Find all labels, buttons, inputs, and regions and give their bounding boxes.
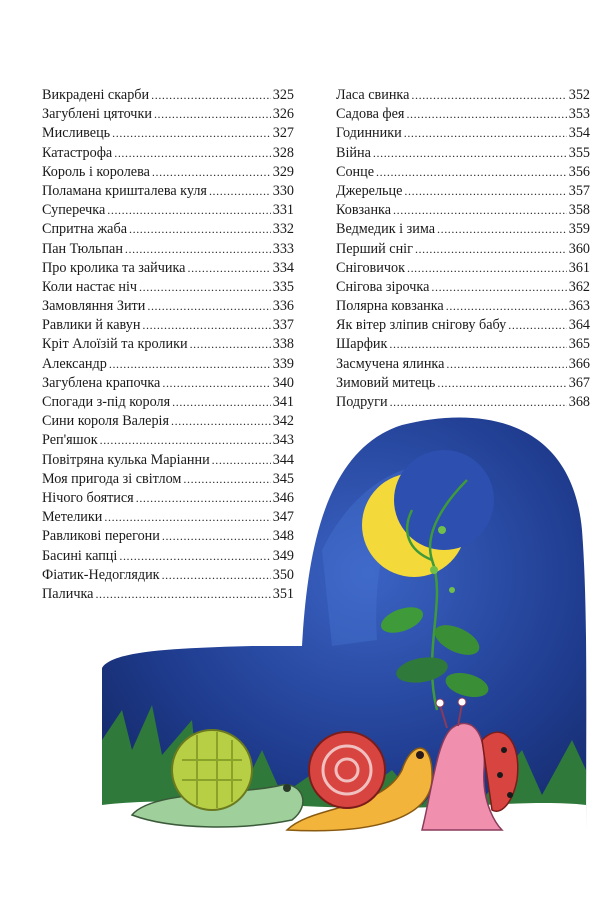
toc-dot-leader — [437, 220, 567, 239]
toc-entry-title: Мисливець — [42, 125, 111, 142]
toc-entry-title: Як вітер зліпив снігову бабу — [336, 317, 507, 334]
toc-entry-page: 346 — [272, 489, 294, 506]
toc-dot-leader — [389, 335, 566, 354]
toc-entry — [336, 105, 590, 124]
toc-entry-page: 349 — [272, 547, 294, 564]
toc-entry-title: Годинники — [336, 125, 402, 142]
toc-entry-page: 326 — [272, 106, 294, 123]
toc-dot-leader — [404, 182, 566, 201]
toc-dot-leader — [139, 278, 271, 297]
toc-entry-page: 335 — [272, 278, 294, 295]
toc-entry-title: Александр — [42, 355, 107, 372]
toc-entry — [42, 201, 294, 220]
toc-entry-title: Викрадені скарби — [42, 87, 150, 103]
toc-entry-title: Катастрофа — [42, 144, 113, 161]
toc-entry — [336, 316, 590, 335]
toc-entry-title: Подруги — [336, 394, 388, 410]
toc-dot-leader — [154, 105, 271, 124]
toc-entry-title: Про кролика та зайчика — [42, 259, 186, 276]
toc-entry-page: 364 — [568, 317, 590, 334]
toc-dot-leader — [162, 374, 270, 393]
toc-entry — [42, 259, 294, 278]
toc-entry-page: 345 — [272, 470, 294, 487]
night-snails-illustration — [102, 410, 588, 862]
toc-entry-page: 348 — [272, 528, 294, 545]
toc-entry-title: Паличка — [42, 585, 94, 602]
toc-entry-page: 337 — [272, 317, 294, 334]
toc-entry-title: Коли настає ніч — [42, 278, 138, 295]
toc-entry — [42, 124, 294, 143]
toc-entry-page: 325 — [272, 87, 294, 103]
toc-entry — [336, 259, 590, 278]
toc-entry — [42, 374, 294, 393]
toc-entry-page: 355 — [568, 144, 590, 161]
toc-entry-title: Садова фея — [336, 106, 405, 123]
toc-entry — [336, 86, 590, 105]
toc-right-column — [336, 86, 590, 412]
toc-entry-title: Ведмедик і зима — [336, 221, 435, 238]
toc-dot-leader — [376, 163, 567, 182]
toc-entry-title: Реп'яшок — [42, 432, 98, 449]
toc-dot-leader — [209, 182, 271, 201]
toc-entry — [336, 240, 590, 259]
toc-dot-leader — [112, 124, 271, 143]
toc-entry-title: Сонце — [336, 163, 375, 180]
toc-dot-leader — [109, 355, 271, 374]
toc-entry-page: 340 — [272, 374, 294, 391]
toc-entry-title: Повітряна кулька Маріанни — [42, 451, 210, 468]
toc-dot-leader — [373, 144, 567, 163]
toc-entry-page: 356 — [568, 163, 590, 180]
toc-dot-leader — [411, 86, 566, 105]
toc-dot-leader — [404, 124, 567, 143]
toc-entry-title: Равлики й кавун — [42, 317, 141, 334]
toc-entry-title: Замовляння Зити — [42, 298, 146, 315]
toc-entry — [42, 297, 294, 316]
toc-entry — [336, 201, 590, 220]
toc-entry — [336, 220, 590, 239]
toc-entry-page: 367 — [568, 374, 590, 391]
toc-dot-leader — [151, 86, 271, 105]
toc-dot-leader — [406, 105, 566, 124]
toc-entry-title: Ласа свинка — [336, 87, 410, 103]
toc-entry — [336, 163, 590, 182]
toc-entry-title: Спогади з-під короля — [42, 394, 171, 410]
toc-entry-title: Загублені цяточки — [42, 106, 152, 123]
toc-entry-page: 332 — [272, 221, 294, 238]
toc-entry — [42, 86, 294, 105]
toc-entry-page: 341 — [272, 394, 294, 410]
toc-entry-page: 365 — [568, 336, 590, 353]
toc-entry-title: Король і королева — [42, 163, 150, 180]
toc-entry — [336, 297, 590, 316]
toc-entry-title: Моя пригода зі світлом — [42, 470, 182, 487]
toc-entry-title: Джерельце — [336, 182, 403, 199]
toc-dot-leader — [431, 278, 566, 297]
toc-entry-page: 368 — [568, 394, 590, 410]
toc-entry-page: 363 — [568, 298, 590, 315]
toc-dot-leader — [125, 240, 271, 259]
toc-dot-leader — [407, 259, 567, 278]
toc-entry — [42, 335, 294, 354]
toc-entry — [42, 278, 294, 297]
toc-entry-title: Засмучена ялинка — [336, 355, 445, 372]
toc-entry-page: 338 — [272, 336, 294, 353]
toc-entry-page: 347 — [272, 509, 294, 526]
toc-entry — [42, 182, 294, 201]
toc-entry-title: Снігова зірочка — [336, 278, 430, 295]
toc-dot-leader — [393, 201, 567, 220]
toc-entry-page: 344 — [272, 451, 294, 468]
toc-entry-page: 358 — [568, 202, 590, 219]
toc-entry-title: Равликові перегони — [42, 528, 160, 545]
toc-entry-title: Сини короля Валерія — [42, 413, 170, 430]
toc-entry-title: Метелики — [42, 509, 103, 526]
toc-entry-page: 354 — [568, 125, 590, 142]
toc-entry — [336, 124, 590, 143]
toc-entry — [336, 335, 590, 354]
toc-entry-title: Шарфик — [336, 336, 388, 353]
toc-entry-page: 362 — [568, 278, 590, 295]
toc-entry-page: 357 — [568, 182, 590, 199]
toc-entry-page: 334 — [272, 259, 294, 276]
toc-entry-page: 328 — [272, 144, 294, 161]
toc-dot-leader — [114, 144, 270, 163]
toc-dot-leader — [152, 163, 271, 182]
toc-dot-leader — [437, 374, 566, 393]
toc-entry-title: Спритна жаба — [42, 221, 127, 238]
toc-entry-page: 339 — [272, 355, 294, 372]
toc-entry-title: Ковзанка — [336, 202, 392, 219]
toc-entry-page: 352 — [568, 87, 590, 103]
toc-entry-page: 330 — [272, 182, 294, 199]
toc-entry-page: 353 — [568, 106, 590, 123]
toc-entry-title: Зимовий митець — [336, 374, 436, 391]
toc-entry-title: Кріт Алоїзій та кролики — [42, 336, 188, 353]
toc-entry — [42, 163, 294, 182]
toc-entry — [336, 144, 590, 163]
toc-entry-title: Сніговичок — [336, 259, 405, 276]
toc-entry-page: 329 — [272, 163, 294, 180]
toc-entry-title: Пан Тюльпан — [42, 240, 123, 257]
toc-entry — [336, 278, 590, 297]
toc-entry-page: 331 — [272, 202, 294, 219]
toc-entry-title: Загублена крапочка — [42, 374, 161, 391]
toc-entry — [336, 355, 590, 374]
toc-entry-page: 351 — [272, 585, 294, 602]
toc-dot-leader — [508, 316, 566, 335]
toc-entry-page: 336 — [272, 298, 294, 315]
toc-dot-leader — [446, 355, 566, 374]
toc-entry — [42, 355, 294, 374]
toc-entry-page: 333 — [272, 240, 294, 257]
toc-dot-leader — [190, 335, 271, 354]
toc-entry-page: 342 — [272, 413, 294, 430]
toc-entry — [42, 144, 294, 163]
toc-dot-leader — [415, 240, 567, 259]
toc-entry-page: 361 — [568, 259, 590, 276]
toc-entry-title: Війна — [336, 144, 371, 161]
toc-dot-leader — [446, 297, 567, 316]
toc-entry-title: Фіатик-Недоглядик — [42, 566, 160, 583]
toc-entry-title: Нічого боятися — [42, 489, 134, 506]
toc-dot-leader — [129, 220, 271, 239]
toc-dot-leader — [107, 201, 270, 220]
toc-entry-title: Суперечка — [42, 202, 106, 219]
toc-dot-leader — [147, 297, 270, 316]
toc-entry-title: Полярна ковзанка — [336, 298, 444, 315]
toc-entry — [42, 316, 294, 335]
toc-entry-page: 360 — [568, 240, 590, 257]
toc-entry — [42, 105, 294, 124]
toc-entry-title: Поламана кришталева куля — [42, 182, 207, 199]
toc-entry — [336, 182, 590, 201]
toc-entry-page: 350 — [272, 566, 294, 583]
toc-entry-page: 327 — [272, 125, 294, 142]
toc-entry-title: Перший сніг — [336, 240, 413, 257]
toc-entry — [42, 220, 294, 239]
toc-entry-page: 366 — [568, 355, 590, 372]
toc-dot-leader — [187, 259, 270, 278]
toc-entry — [336, 374, 590, 393]
toc-entry — [42, 240, 294, 259]
toc-dot-leader — [142, 316, 270, 335]
toc-entry-title: Басині капці — [42, 547, 118, 564]
toc-entry-page: 359 — [568, 221, 590, 238]
toc-entry-page: 343 — [272, 432, 294, 449]
